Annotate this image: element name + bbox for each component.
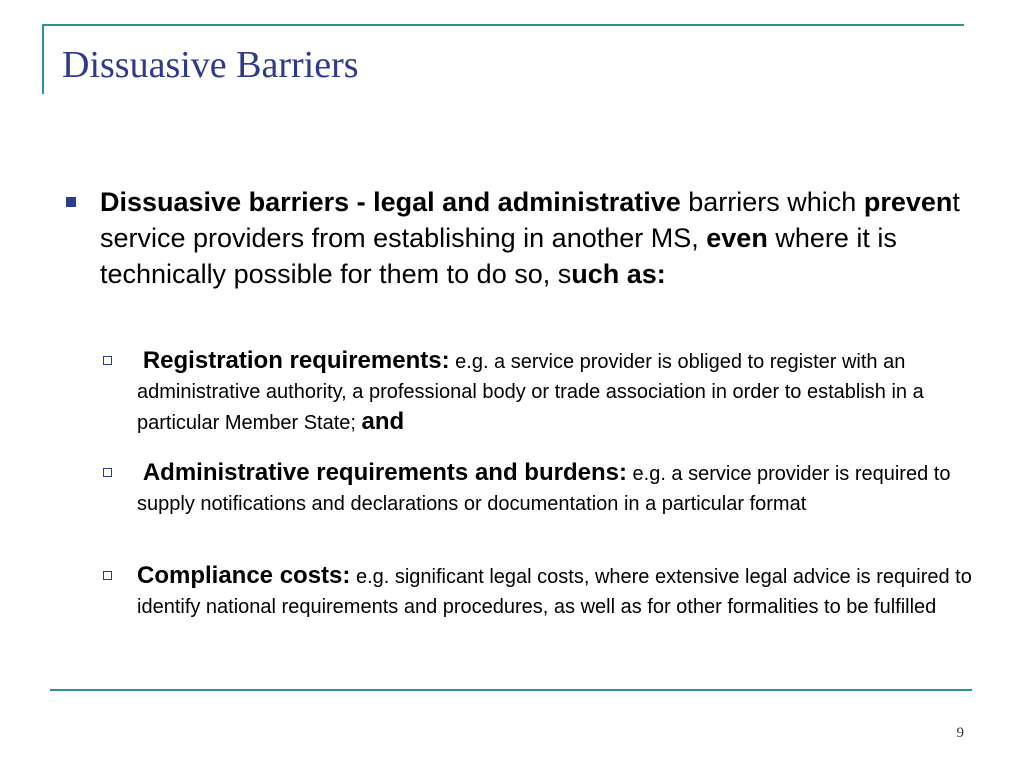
- sub-item-compliance: [137, 561, 972, 622]
- main-even-bold: even: [706, 223, 768, 253]
- sub-heading: Registration requirements: [142, 347, 442, 374]
- footer-rule: [50, 689, 972, 691]
- main-text-part-1: barriers which: [680, 187, 864, 217]
- main-lead-bold: Dissuasive barriers - legal and administrative: [100, 187, 681, 217]
- page-number: 9: [956, 725, 964, 741]
- sub-body: e.g. a service provider is required to supply notifications and declarations or documentation in a particular format: [137, 463, 951, 515]
- slide-title: Dissuasive Barriers: [62, 44, 359, 86]
- hollow-square-bullet-icon: [103, 571, 112, 580]
- sub-body: e.g. significant legal costs, where extensive legal advice is required to identify national requirements and procedures, as well as for other formalities to be fulfilled: [137, 566, 972, 618]
- square-bullet-icon: [66, 197, 76, 207]
- main-text-part-3: where it is technically possible for them to do so, s: [100, 223, 897, 289]
- main-bullet-text: [100, 184, 972, 292]
- sub-body: e.g. a service provider is obliged to register with an administrative authority, a professional body or trade association in order to establish in a particular Member State;: [137, 351, 924, 434]
- main-prevent-bold: preven: [863, 187, 953, 217]
- title-rule-vertical: [42, 24, 44, 94]
- sub-heading-colon: :: [441, 347, 450, 374]
- main-text-part-2: t service providers from establishing in another MS,: [100, 187, 960, 253]
- hollow-square-bullet-icon: [103, 356, 112, 365]
- sub-heading: Administrative requirements and burdens: [142, 459, 619, 486]
- sub-heading-colon: :: [618, 459, 627, 486]
- sub-heading: Compliance costs:: [137, 562, 351, 589]
- sub-item-registration: [137, 346, 972, 438]
- hollow-square-bullet-icon: [103, 468, 112, 477]
- main-such-as-bold: uch as:: [571, 259, 666, 289]
- sub-tail-bold: and: [361, 408, 405, 435]
- title-rule-horizontal: [42, 24, 964, 26]
- sub-item-administrative: [137, 458, 972, 519]
